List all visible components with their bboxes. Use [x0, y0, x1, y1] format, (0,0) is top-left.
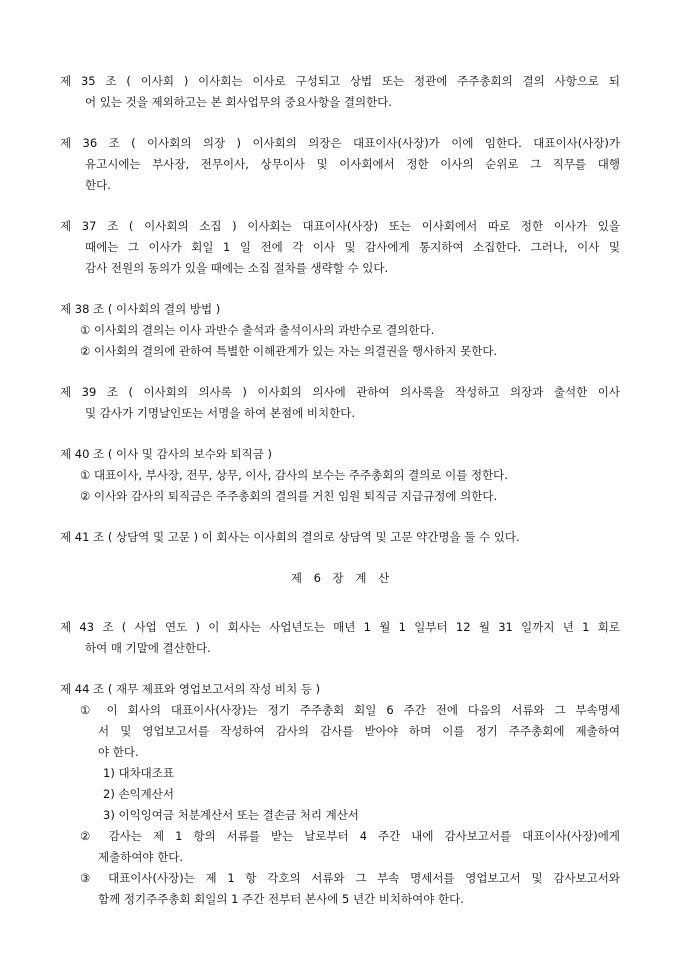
article-item-line: 제출하여야 한다.	[98, 850, 184, 864]
sub-item: 1) 대차대조표	[103, 766, 175, 780]
article-line: 제 35 조 ( 이사회 ) 이사회는 이사로 구성되고 상법 또는 정관에 주주총회의 결의 사항으로 되	[60, 74, 620, 88]
article-line: 및 감사가 기명날인또는 서명을 하여 본점에 비치한다.	[85, 406, 355, 420]
article-line: 제 39 조 ( 이사회의 의사록 ) 이사회의 의사에 관하여 의사록을 작성하고 의장과 출석한 이사	[60, 385, 620, 399]
article-43	[60, 617, 620, 659]
article-line: 제 37 조 ( 이사회의 소집 ) 이사회는 대표이사(사장) 또는 이사회에서 따로 정한 이사가 있을	[60, 219, 620, 233]
article-line: 제 36 조 ( 이사회의 의장 ) 이사회의 의장은 대표이사(사장)가 이에 임한다. 대표이사(사장)가	[60, 136, 620, 150]
article-44	[60, 679, 620, 910]
article-37	[60, 216, 620, 279]
article-39	[60, 382, 620, 424]
article-36	[60, 133, 620, 196]
article-line: 한다.	[85, 178, 111, 192]
article-item: ① 이사회의 결의는 이사 과반수 출석과 출석이사의 과반수로 결의한다.	[80, 323, 435, 337]
article-item: ① 이 회사의 대표이사(사장)는 정기 주주총회 회일 6 주간 전에 다음의 서류와 그 부속명세	[80, 703, 620, 717]
article-line: 때에는 그 이사가 회일 1 일 전에 각 이사 및 감사에게 통지하여 소집한다. 그러나, 이사 및	[85, 240, 620, 254]
article-line: 하여 매 기말에 결산한다.	[85, 641, 211, 655]
article-item: ② 이사회의 결의에 관하여 특별한 이해관계가 있는 자는 의결권을 행사하지 못한다.	[80, 344, 498, 358]
sub-item: 3) 이익잉여금 처분계산서 또는 결손금 처리 계산서	[103, 808, 359, 822]
article-item: ① 대표이사, 부사장, 전무, 상무, 이사, 감사의 보수는 주주총회의 결의로 이를 정한다.	[80, 468, 508, 482]
article-title: 제 38 조 ( 이사회의 결의 방법 )	[60, 302, 221, 316]
article-40	[60, 444, 620, 507]
article-41	[60, 527, 620, 548]
article-item: ② 감사는 제 1 항의 서류를 받는 날로부터 4 주간 내에 감사보고서를 대표이사(사장)에게	[80, 829, 620, 843]
article-line: 어 있는 것을 제외하고는 본 회사업무의 중요사항을 결의한다.	[85, 95, 392, 109]
article-35	[60, 71, 620, 113]
article-item-line: 야 한다.	[98, 745, 139, 759]
article-title: 제 44 조 ( 재무 제표와 영업보고서의 작성 비치 등 )	[60, 682, 321, 696]
article-item-line: 서 및 영업보고서를 작성하여 감사의 감사를 받아야 하며 이를 정기 주주총회에 제출하여	[98, 724, 620, 738]
article-38	[60, 299, 620, 362]
article-line: 제 41 조 ( 상담역 및 고문 ) 이 회사는 이사회의 결의로 상담역 및 고문 약간명을 둘 수 있다.	[60, 530, 520, 544]
article-line: 제 43 조 ( 사업 연도 ) 이 회사는 사업년도는 매년 1 월 1 일부터 12 월 31 일까지 년 1 회로	[60, 620, 620, 634]
chapter-heading: 제 6 장 계 산	[290, 571, 390, 585]
article-item: ② 이사와 감사의 퇴직금은 주주총회의 결의를 거친 임원 퇴직금 지급규정에 의한다.	[80, 489, 498, 503]
article-line: 감사 전원의 동의가 있을 때에는 소집 절차를 생략할 수 있다.	[85, 261, 389, 275]
article-item: ③ 대표이사(사장)는 제 1 항 각호의 서류와 그 부속 명세서를 영업보고서 및 감사보고서와	[80, 871, 620, 885]
article-item-line: 함께 정기주주총회 회일의 1 주간 전부터 본사에 5 년간 비치하여야 한다.	[98, 892, 464, 906]
sub-item: 2) 손익계산서	[103, 787, 175, 801]
article-title: 제 40 조 ( 이사 및 감사의 보수와 퇴직금 )	[60, 447, 273, 461]
article-line: 유고시에는 부사장, 전무이사, 상무이사 및 이사회에서 정한 이사의 순위로 그 직무를 대행	[85, 157, 620, 171]
